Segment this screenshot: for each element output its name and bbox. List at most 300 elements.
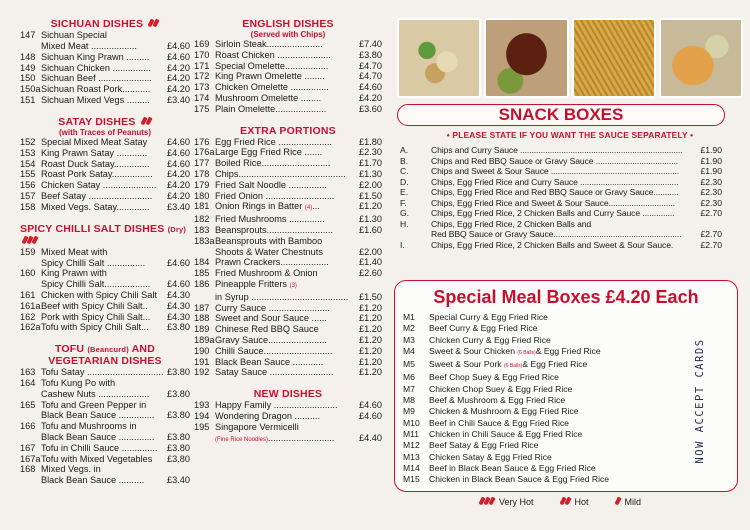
item-name-text: Special Curry & Egg Fried Rice: [429, 312, 548, 322]
item-price: £1.90: [700, 145, 722, 155]
menu-item-row: [194, 303, 382, 314]
item-name-text: Chicken Satay .....................: [41, 180, 157, 191]
item-name-text: Special Omelette.................: [215, 60, 329, 71]
item-name: [431, 198, 699, 209]
item-name: [41, 301, 166, 312]
item-name-text: Chicken Satay & Egg Fried Rice: [429, 451, 552, 462]
menu-item-row: [400, 166, 722, 177]
item-number: 150: [20, 73, 36, 84]
section-title-rest: AND: [131, 343, 155, 356]
item-name: [41, 30, 189, 41]
item-price: £2.60: [359, 268, 382, 279]
item-number: 183: [194, 224, 210, 235]
item-name-text: Sweet and Sour Sauce ......: [215, 313, 327, 324]
item-tag: (Fine Rice Noodles): [215, 436, 269, 443]
item-number: 174: [194, 92, 210, 103]
item-price: £1.90: [700, 166, 722, 176]
item-number: [194, 247, 215, 258]
item-number: 152: [20, 137, 36, 148]
item-number: 162a: [20, 322, 41, 333]
menu-item-row: [403, 395, 673, 406]
item-name: [215, 201, 358, 214]
item-name-text: in Syrup ......................................: [215, 291, 349, 302]
item-number: M8: [403, 395, 415, 406]
item-price: [381, 279, 382, 292]
item-number: 166: [20, 421, 36, 432]
item-price: £4.40: [359, 432, 382, 443]
menu-item-row: [403, 323, 673, 334]
item-name-text: Boiled Rice...........................: [215, 158, 331, 169]
menu-item-row: [194, 71, 382, 82]
item-number: M7: [403, 383, 415, 394]
item-price: £1.20: [359, 334, 382, 345]
menu-item-row: [20, 322, 190, 333]
menu-item-row: [194, 93, 382, 104]
item-name: [41, 454, 166, 465]
meal-boxes-panel: [394, 280, 738, 492]
item-number: 182: [194, 214, 210, 225]
item-price: [721, 219, 722, 230]
item-name: [41, 63, 166, 74]
item-name-text: Black Bean Sauce ..............: [41, 431, 155, 442]
item-number: 151: [20, 95, 36, 105]
item-name: [215, 279, 381, 292]
menu-item-row: [403, 440, 673, 451]
item-tag: (3): [289, 282, 297, 289]
item-name-text: Black Bean Sauce ..........: [41, 475, 145, 486]
menu-item-row: [194, 225, 382, 236]
item-name-text: Gravy Sauce.......................: [215, 334, 327, 345]
item-price: [189, 30, 190, 41]
menu-item-row: [194, 279, 382, 292]
item-name: [429, 312, 673, 323]
item-name-text: Fried Onion ...........................: [215, 190, 335, 201]
item-name-text: Roast Chicken .....................: [215, 49, 331, 60]
item-name: [215, 104, 358, 115]
item-name-text: Mixed Vegs. Satay.............: [41, 201, 150, 212]
item-name-text: Beef in Chili Sauce & Egg Fried Rice: [429, 417, 569, 428]
menu-item-row: [194, 158, 382, 169]
menu-item-row: [194, 400, 382, 411]
item-number: 189: [194, 324, 210, 335]
item-number: 181: [194, 201, 210, 212]
item-price: [189, 268, 190, 279]
spice-legend: [477, 497, 727, 507]
menu-item-row: [20, 454, 190, 465]
item-price: [189, 400, 190, 411]
menu-item-row: [20, 148, 190, 159]
item-name: [215, 191, 358, 202]
menu-item-row: [403, 452, 673, 463]
item-number: 160: [20, 268, 36, 279]
item-number: 189a: [194, 334, 215, 345]
item-name-text: Beef Satay & Egg Fried Rice: [429, 440, 539, 451]
item-number: 169: [194, 39, 210, 49]
item-name-text: Beef & Mushroom & Egg Fried Rice: [429, 395, 566, 406]
section-title-text: SATAY DISHES: [58, 115, 136, 128]
item-name: [215, 247, 358, 258]
item-number: 161: [20, 290, 36, 300]
item-name: [215, 236, 381, 247]
item-price: £4.60: [167, 51, 190, 62]
item-name: [215, 137, 358, 148]
item-number: 170: [194, 49, 210, 60]
menu-item-row: [20, 421, 190, 432]
item-name-text: Sichuan Chicken ...............: [41, 62, 151, 73]
item-name-text: Red BBQ Sauce or Gravy Sauce........................................................: [431, 229, 682, 239]
item-name: [215, 268, 358, 279]
menu-item-row: [20, 279, 190, 290]
item-name: [429, 440, 673, 451]
item-price: [381, 422, 382, 433]
menu-item-row: [20, 389, 190, 400]
item-number: [20, 432, 41, 443]
item-name: [41, 73, 166, 84]
item-number: E.: [400, 187, 409, 197]
item-price: £1.30: [359, 168, 382, 179]
item-name: [429, 474, 673, 485]
menu-item-row: [194, 257, 382, 268]
item-number: 172: [194, 71, 210, 82]
menu-item-row: [194, 268, 382, 279]
item-price: £2.70: [700, 229, 722, 239]
menu-item-row: [194, 422, 382, 433]
item-name-text: Sichuan Special: [41, 30, 107, 41]
item-tag: (4): [304, 205, 313, 212]
menu-item-row: [194, 82, 382, 93]
item-name-text: Chicken in Chili Sauce & Egg Fried Rice: [429, 428, 583, 439]
item-number: C.: [400, 166, 409, 176]
item-name: [215, 346, 358, 357]
menu-item-row: [194, 137, 382, 148]
item-name: [41, 148, 166, 159]
item-name: [429, 463, 673, 474]
menu-item-row: [194, 346, 382, 357]
item-name: [215, 71, 358, 82]
section-subtitle-satay: (with Traces of Peanuts): [58, 128, 152, 138]
item-name: [41, 322, 166, 333]
item-name-text: Egg Fried Rice .....................: [215, 136, 332, 147]
item-name-text: ..........................: [268, 432, 335, 443]
item-name-text: Mixed Meat with: [41, 246, 108, 257]
item-number: F.: [400, 197, 407, 208]
menu-item-row: [194, 180, 382, 191]
item-number: 168: [20, 464, 36, 475]
menu-item-row: [20, 268, 190, 279]
item-price: £4.20: [167, 191, 190, 201]
item-price: £3.80: [167, 367, 190, 378]
item-name: [215, 39, 358, 50]
item-name-text: Beef with Spicy Chili Salt..: [41, 300, 148, 311]
item-name: [429, 335, 673, 346]
item-number: 190: [194, 345, 210, 356]
item-name: [215, 50, 358, 61]
item-price: £2.30: [700, 197, 722, 208]
cards-accepted-text: NOW ACCEPT CARDS: [694, 338, 706, 464]
item-price: £1.20: [359, 201, 382, 212]
item-number: 179: [194, 179, 210, 190]
item-price: £4.60: [167, 158, 190, 169]
menu-item-row: [20, 410, 190, 421]
item-name-text: Fried Mushrooms ..............: [215, 214, 325, 225]
snack-list: [400, 145, 722, 250]
item-price: £4.70: [359, 60, 382, 71]
menu-item-row: [194, 367, 382, 378]
item-name-text: Chips, Egg Fried Rice and Red BBQ Sauce or Gravy Sauce...........: [431, 187, 679, 197]
item-number: 171: [194, 60, 210, 71]
menu-item-row: [400, 156, 722, 167]
item-name-text: Beef in Black Bean Sauce & Egg Fried Rice: [429, 462, 596, 473]
item-number: 157: [20, 191, 36, 201]
legend-hot: [558, 497, 589, 507]
item-price: £1.20: [359, 367, 382, 378]
item-number: 148: [20, 51, 36, 62]
section-title-suffix: (Beancurd): [87, 345, 129, 355]
menu-item-row: [20, 137, 190, 148]
item-name: [215, 292, 358, 303]
item-name: [429, 418, 673, 429]
menu-item-row: [400, 229, 722, 240]
menu-item-row: [194, 292, 382, 303]
item-number: [194, 433, 215, 446]
item-name: [429, 395, 673, 406]
spicy-list: [20, 247, 190, 333]
item-name-text: Curry Sauce ........................: [215, 302, 330, 313]
item-name-text: Onion Rings in Batter: [215, 201, 303, 212]
item-price: £2.30: [700, 187, 722, 197]
item-name-text: Black Bean Sauce ............: [215, 356, 324, 367]
english-list: [194, 39, 382, 115]
item-price: £4.30: [167, 300, 190, 311]
section-title-sichuan: [20, 18, 190, 30]
item-name-text: Beef Satay .........................: [41, 191, 153, 201]
item-number: 164: [20, 377, 36, 388]
item-name: [429, 323, 673, 334]
menu-item-row: [403, 312, 673, 323]
chili-hot-icon: [142, 116, 152, 128]
item-name: [41, 41, 166, 52]
item-number: I.: [400, 239, 405, 250]
item-price: £4.20: [167, 73, 190, 84]
item-name-text: Sweet & Sour Chicken: [429, 345, 515, 356]
menu-item-row: [194, 324, 382, 335]
item-name: [431, 145, 699, 156]
item-price: £1.80: [359, 136, 382, 147]
item-number: 173: [194, 82, 210, 93]
item-number: 161a: [20, 300, 41, 311]
item-number: M11: [403, 428, 420, 439]
item-name: [41, 367, 166, 378]
chili-mild-icon: [616, 497, 621, 507]
item-price: £2.30: [359, 147, 382, 158]
new-dishes-list: [194, 400, 382, 445]
item-number: M9: [403, 406, 415, 417]
item-number: [400, 229, 431, 240]
menu-item-row: [403, 463, 673, 474]
item-name-text: Sweet & Sour Pork: [429, 359, 502, 370]
item-name-text: Tofu in Chilli Sauce ..............: [41, 442, 158, 453]
item-name: [429, 429, 673, 440]
item-name-text: Happy Family .........................: [215, 400, 338, 411]
item-price: [189, 464, 190, 475]
item-name: [41, 52, 166, 63]
item-price: £3.80: [167, 453, 190, 464]
item-number: [20, 258, 41, 269]
item-number: 193: [194, 400, 210, 411]
item-price: £3.80: [167, 431, 190, 442]
item-number: 149: [20, 62, 36, 73]
item-number: M2: [403, 323, 415, 334]
chili-hot-icon: [149, 18, 159, 30]
item-number: [194, 292, 215, 303]
menu-item-row: [403, 406, 673, 417]
section-title-new: NEW DISHES: [253, 388, 323, 401]
section-title-text: SPICY CHILLI SALT DISHES: [20, 222, 165, 235]
item-name-text: Chicken with Spicy Chili Salt: [41, 290, 157, 300]
item-name-text: Chips and Red BBQ Sauce or Gravy Sauce ....................................: [431, 155, 679, 166]
item-name: [215, 303, 358, 314]
menu-item-row: [20, 202, 190, 213]
item-name: [215, 433, 358, 446]
item-price: £2.00: [359, 179, 382, 190]
item-name: [431, 219, 721, 230]
item-name: [429, 359, 673, 372]
item-number: 183a: [194, 235, 215, 246]
menu-item-row: [20, 84, 190, 95]
menu-item-row: [400, 177, 722, 188]
item-name-text: Fried Salt Noodle ...............: [215, 179, 327, 190]
item-price: £4.30: [167, 290, 190, 300]
legend-label: Mild: [624, 497, 642, 507]
section-title-text: TOFU: [54, 343, 85, 356]
item-name: [41, 247, 189, 258]
menu-item-row: [20, 301, 190, 312]
item-price: £4.30: [167, 311, 190, 322]
item-name: [429, 384, 673, 395]
item-name: [41, 464, 189, 475]
item-name: [215, 93, 358, 104]
item-name: [215, 214, 358, 225]
item-name: [429, 372, 673, 383]
item-name-text: King Prawn with: [41, 268, 107, 279]
item-name: [41, 169, 166, 180]
item-number: 163: [20, 367, 36, 378]
item-number: 194: [194, 410, 210, 421]
item-name-text: Chips, Egg Fried Rice, 2 Chicken Balls and Curry Sauce ..............: [431, 208, 675, 218]
item-name: [429, 346, 673, 359]
item-name: [215, 313, 358, 324]
item-price: £4.60: [167, 137, 190, 148]
chili-hot-icon: [561, 497, 571, 507]
item-price: £4.60: [359, 410, 382, 421]
item-price: [189, 247, 190, 258]
item-name-text: Singapore Vermicelli: [215, 421, 299, 432]
item-name-text: Plain Omelette....................: [215, 103, 327, 114]
item-name: [41, 290, 166, 301]
item-name-text: Sichuan King Prawn .........: [41, 51, 150, 62]
item-name: [41, 400, 189, 411]
food-photo: [572, 18, 656, 98]
item-name-text: Cashew Nuts ....................: [41, 388, 150, 399]
section-title-text: SICHUAN DISHES: [50, 18, 144, 30]
item-name-text: Beef Curry & Egg Fried Rice: [429, 323, 538, 334]
menu-item-row: [194, 61, 382, 72]
item-price: £3.40: [167, 95, 190, 105]
item-name-text: Chicken Chop Suey & Egg Fried Rice: [429, 383, 573, 394]
item-price: [189, 421, 190, 432]
menu-item-row: [20, 312, 190, 323]
item-name-text: Mixed Vegs. in: [41, 464, 101, 475]
item-name-text: Sichuan Roast Pork...........: [41, 84, 151, 95]
item-number: B.: [400, 155, 409, 166]
meal-boxes-banner: Special Meal Boxes £4.20 Each: [433, 287, 699, 307]
item-name: [215, 225, 358, 236]
menu-item-row: [194, 147, 382, 158]
menu-item-row: [20, 290, 190, 301]
item-price: £1.50: [359, 291, 382, 302]
menu-item-row: [403, 418, 673, 429]
satay-list: [20, 137, 190, 213]
item-name-text: Tofu and Green Pepper in: [41, 399, 147, 410]
item-number: 191: [194, 356, 210, 367]
item-name: [215, 400, 358, 411]
chili-very-hot-icon: [480, 497, 495, 507]
item-price: £1.40: [359, 257, 382, 268]
food-photo: [484, 18, 568, 98]
item-name-text: King Prawn Satay ............: [41, 147, 148, 158]
menu-item-row: [20, 30, 190, 41]
item-number: A.: [400, 145, 409, 155]
item-name-text: Chips and Sweet & Sour Sauce ........................................................: [431, 166, 679, 176]
item-name-text: Pork with Spicy Chili Salt...: [41, 311, 151, 322]
food-photo: [659, 18, 743, 98]
legend-very-hot: [477, 497, 534, 507]
menu-item-row: [20, 464, 190, 475]
item-name: [215, 180, 358, 191]
menu-item-row: [194, 247, 382, 258]
menu-item-row: [194, 191, 382, 202]
item-name: [41, 432, 166, 443]
item-number: [20, 475, 41, 486]
section-title-english: ENGLISH DISHES: [242, 18, 334, 30]
item-number: 158: [20, 201, 36, 212]
cards-accepted-note: [693, 321, 707, 481]
menu-item-row: [20, 73, 190, 84]
item-name: [431, 177, 699, 188]
legend-label: Very Hot: [499, 497, 534, 507]
item-price: £4.60: [167, 257, 190, 268]
section-title-vegetarian: VEGETARIAN DISHES: [48, 355, 162, 368]
item-name-text: Beansprouts with Bamboo: [215, 235, 323, 246]
item-name: [41, 202, 166, 213]
item-number: D.: [400, 176, 409, 187]
item-name-text: Chips and Curry Sauce .......................................................................: [431, 145, 683, 155]
item-price: £4.60: [167, 279, 190, 290]
item-name-text: Large Egg Fried Rice .......: [215, 147, 323, 158]
item-name: [215, 357, 358, 368]
menu-column-2: [194, 18, 382, 445]
item-name: [215, 422, 381, 433]
extra-list: [194, 137, 382, 379]
item-name-text: Tofu Satay ..............................: [41, 367, 164, 378]
item-number: 192: [194, 367, 210, 378]
item-number: M13: [403, 451, 420, 462]
item-price: £4.70: [359, 71, 382, 82]
section-title-tofu: [20, 343, 190, 355]
item-name-text: Chinese Red BBQ Sauce: [215, 324, 319, 335]
item-number: M12: [403, 440, 420, 451]
item-name: [41, 159, 166, 170]
